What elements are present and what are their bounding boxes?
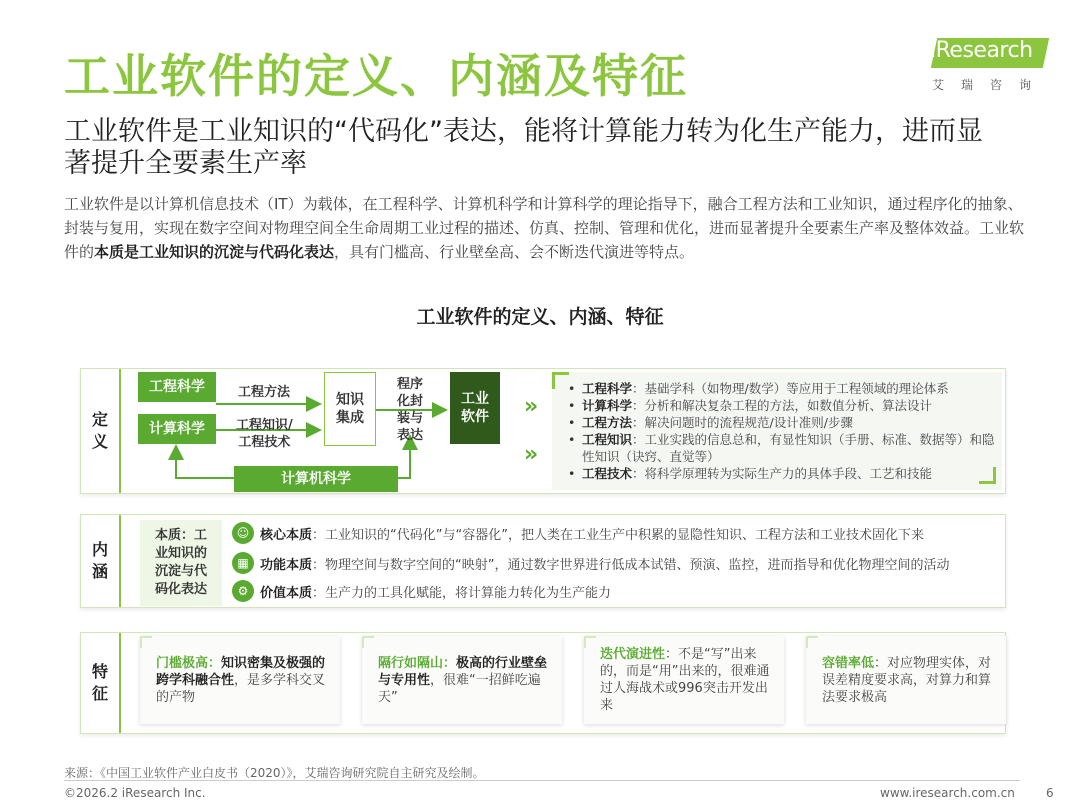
list-item — [582, 431, 1002, 465]
intro-bold: 本质是工业知识的沉淀与代码化表达 — [94, 243, 335, 261]
software-line1: 工业 — [461, 391, 489, 407]
chevron-right-icon: » — [524, 394, 539, 419]
feature-card — [140, 636, 340, 724]
definition-list — [552, 372, 1002, 490]
row-desc: ：生产力的工具化赋能，将计算能力转化为生产能力 — [312, 585, 612, 601]
connotation-label-1: 内 — [91, 540, 108, 559]
feature-text: ，很难“一招鲜吃遍天” — [378, 672, 541, 705]
industrial-software-box — [450, 372, 500, 444]
prog-line2: 化封 — [396, 394, 423, 409]
eng-know-line2: 工程技术 — [238, 435, 291, 450]
list-term: 计算科学 — [582, 398, 633, 413]
definition-label-2: 义 — [91, 432, 108, 451]
list-term: 工程方法 — [582, 415, 633, 430]
row-term: 价值本质 — [260, 585, 313, 601]
list-term: 工程科学 — [582, 381, 633, 396]
essence-line4: 码化表达 — [154, 582, 207, 597]
feature-bold: 极高的行业壁垒与专用性 — [378, 655, 548, 688]
computational-science-box: 计算科学 — [138, 414, 216, 444]
list-desc: ：将科学原理转为实际生产力的具体手段、工艺和技能 — [632, 466, 933, 481]
row-term: 核心本质 — [260, 527, 313, 543]
gear-icon: ⚙ — [232, 580, 254, 602]
connotation-row — [232, 552, 950, 574]
connotation-row — [232, 580, 611, 602]
feature-bold: 知识密集及极强的跨学科融合性 — [156, 655, 326, 688]
corner-decoration — [140, 636, 152, 648]
definition-label-1: 定 — [91, 410, 108, 429]
essence-line2: 业知识的 — [154, 546, 207, 561]
feature-card — [362, 636, 562, 724]
programming-label — [390, 376, 430, 444]
knowledge-integration-box — [324, 372, 376, 446]
features-label — [81, 633, 121, 733]
list-term: 工程知识 — [582, 432, 633, 447]
connotation-row — [232, 522, 924, 544]
engineering-method-label: 工程方法 — [238, 385, 291, 400]
corner-decoration — [552, 372, 569, 389]
engineering-knowledge-label — [236, 417, 293, 451]
features-label-1: 特 — [91, 662, 108, 681]
essence-box — [140, 520, 222, 606]
logo-subtext: 艾瑞咨询 — [932, 78, 1049, 92]
list-desc: ：基础学科（如物理/数学）等应用于工程领域的理论体系 — [632, 381, 949, 396]
feature-text: ：不是“写”出来的，而是“用”出来的，很难通过人海战术或996突击开发出来 — [600, 647, 770, 713]
copyright: ©2026.2 iResearch Inc. — [64, 786, 206, 800]
engineering-science-box: 工程科学 — [138, 372, 216, 402]
prog-line1: 程序 — [396, 377, 423, 392]
list-desc: ：解决问题时的流程规范/设计准则/步骤 — [632, 415, 853, 430]
logo-text: iResearch — [930, 38, 1033, 63]
intro-part2: ，具有门槛高、行业壁垒高、会不断迭代演进等特点。 — [334, 243, 695, 261]
features-label-2: 征 — [91, 684, 108, 703]
feature-text: ：对应物理实体，对误差精度要求高，对算力和算法要求极高 — [822, 655, 992, 705]
software-line2: 软件 — [461, 409, 489, 425]
corner-decoration — [362, 636, 374, 648]
feature-head: 迭代演进性 — [600, 647, 666, 662]
prog-line3: 装与 — [396, 411, 423, 426]
list-desc: ：分析和解决复杂工程的方法，如数值分析、算法设计 — [632, 398, 933, 413]
row-desc: ：物理空间与数字空间的“映射”，通过数字世界进行低成本试错、预演、监控，进而指导和优化物理空间的活动 — [312, 557, 950, 573]
integrate-line2: 集成 — [336, 410, 364, 426]
connotation-label-2: 涵 — [91, 562, 108, 581]
arrow-to-calc-sci — [176, 446, 234, 478]
corner-decoration — [584, 636, 596, 648]
website-link[interactable]: www.iresearch.com.cn — [880, 786, 1015, 800]
feature-head: 门槛极高： — [156, 655, 222, 671]
list-item — [582, 397, 1002, 414]
robot-icon: ☺ — [232, 522, 254, 544]
chip-icon: ▦ — [232, 552, 254, 574]
prog-line4: 表达 — [396, 428, 423, 443]
diagram-title: 工业软件的定义、内涵、特征 — [416, 306, 664, 328]
list-item — [582, 465, 1002, 482]
list-desc: ：工业实践的信息总和，有显性知识（手册、标准、数据等）和隐性知识（诀窍、直觉等） — [582, 432, 995, 464]
chevron-right-icon: » — [524, 442, 539, 467]
computer-science-box: 计算机科学 — [234, 466, 398, 492]
feature-head: 隔行如隔山： — [378, 655, 457, 671]
intro-part1: 工业软件是以计算机信息技术（IT）为载体，在工程科学、计算机科学和计算科学的理论指导下，融合工程方法和工业知识，通过程序化的抽象、封装与复用，实现在数字空间对物理空间全生命周期工业过程的描述、仿真、控制、管理和优化，进而显著提升全要素生产率及整体效益。工业软件的 — [64, 195, 1025, 261]
eng-know-line1: 工程知识/ — [236, 418, 293, 433]
footer-divider — [64, 780, 1020, 781]
essence-line3: 沉淀与代 — [154, 564, 207, 579]
list-item — [582, 380, 1002, 397]
page-number: 6 — [1046, 786, 1054, 800]
feature-card — [806, 636, 1006, 724]
corner-decoration — [806, 636, 818, 648]
list-term: 工程技术 — [582, 466, 633, 481]
connotation-label — [81, 515, 121, 607]
feature-text: ，是多学科交叉的产物 — [156, 672, 326, 705]
feature-card — [584, 636, 784, 724]
essence-line1: 本质：工 — [154, 528, 207, 543]
subtitle: 工业软件是工业知识的“代码化”表达，能将计算能力转为化生产能力，进而显著提升全要素生产率 — [64, 116, 983, 179]
row-term: 功能本质 — [260, 557, 313, 573]
page-title: 工业软件的定义、内涵及特征 — [64, 49, 688, 103]
list-item — [582, 414, 1002, 431]
source-note: 来源：《中国工业软件产业白皮书（2020）》，艾瑞咨询研究院自主研究及绘制。 — [64, 766, 485, 780]
integrate-line1: 知识 — [336, 392, 364, 408]
feature-head: 容错率低 — [822, 655, 875, 671]
row-desc: ：工业知识的“代码化”与“容器化”，把人类在工业生产中积累的显隐性知识、工程方法和工业技术固化下来 — [312, 527, 924, 543]
